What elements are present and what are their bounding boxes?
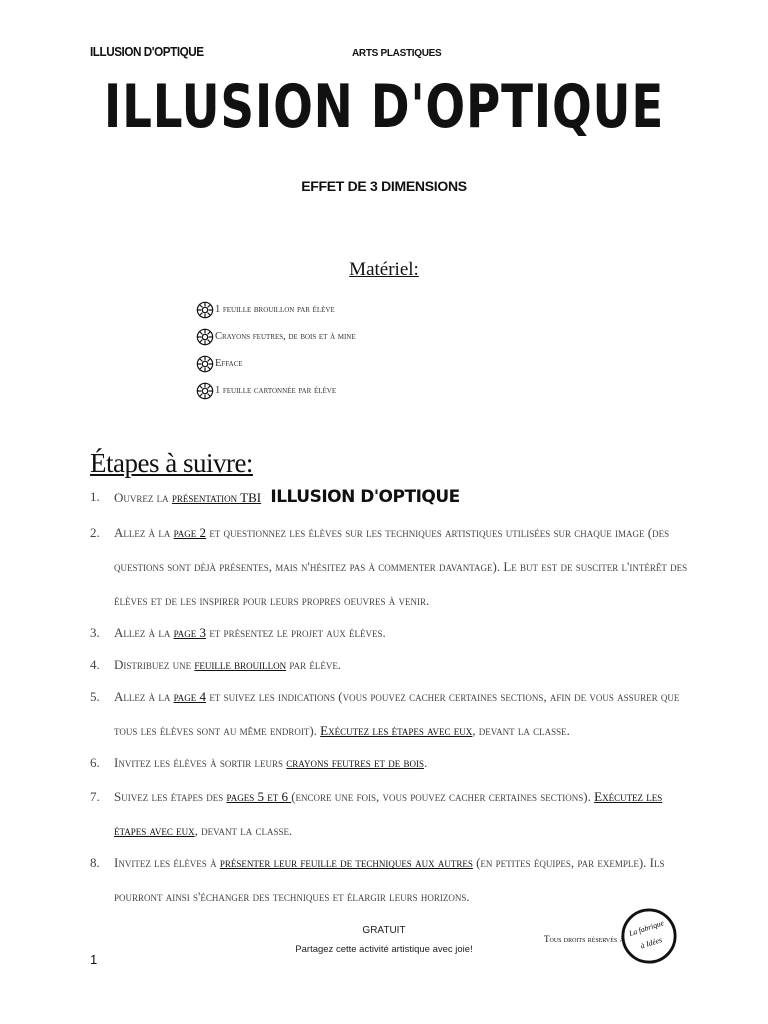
step-number: 3. bbox=[90, 625, 100, 640]
svg-text:La fabrique: La fabrique bbox=[627, 918, 666, 938]
footer-free-label: GRATUIT bbox=[362, 925, 406, 936]
materials-item-label: Efface bbox=[215, 358, 243, 369]
step-number: 2. bbox=[90, 525, 100, 540]
step-text: Invitez les élèves à sortir leurs crayons feutres et de bois. bbox=[114, 755, 428, 770]
step-number: 4. bbox=[90, 657, 100, 672]
page-link[interactable]: page 2 bbox=[173, 525, 207, 540]
page-subtitle: EFFET DE 3 DIMENSIONS bbox=[301, 178, 467, 194]
step-number: 1. bbox=[90, 489, 100, 504]
page-link[interactable]: pages 5 et 6 bbox=[226, 789, 292, 804]
page-title: ILLUSION D'OPTIQUE bbox=[103, 72, 665, 142]
step-text: Distribuez une feuille brouillon par élève. bbox=[114, 657, 342, 672]
materials-list bbox=[196, 296, 356, 404]
materials-item-label: 1 feuille brouillon par élève bbox=[215, 304, 335, 315]
step-text: Allez à la page 4 et suivez les indications (vous pouvez cacher certaines sections, afin de vous assurer que tous les élèves sont au même endroit). Exécutez les étapes avec eux, devant la classe. bbox=[114, 689, 680, 738]
materials-item bbox=[196, 323, 356, 350]
header-document-title: ILLUSION D'OPTIQUE bbox=[90, 44, 204, 59]
step-number: 7. bbox=[90, 789, 100, 804]
step-number: 8. bbox=[90, 855, 100, 870]
step-text: Suivez les étapes des pages 5 et 6 (encore une fois, vous pouvez cacher certaines sections). Exécutez les étapes avec eux, devant la classe. bbox=[114, 789, 663, 838]
step-text: Ouvrez la présentation TBI ILLUSION D'OPTIQUE bbox=[114, 487, 460, 507]
steps-heading: Étapes à suivre: bbox=[90, 448, 253, 478]
flower-icon bbox=[196, 382, 214, 400]
flower-icon bbox=[196, 355, 214, 373]
copyright-text: Tous droits réservés à bbox=[544, 934, 624, 944]
materials-item-label: 1 feuille cartonnée par élève bbox=[215, 385, 337, 396]
la-fabrique-logo bbox=[620, 907, 678, 965]
step-number: 6. bbox=[90, 755, 100, 770]
flower-icon bbox=[196, 328, 214, 346]
flower-icon bbox=[196, 301, 214, 319]
materials-item-label: Crayons feutres, de bois et à mine bbox=[215, 331, 356, 342]
page-link[interactable]: page 3 bbox=[173, 625, 207, 640]
step-number: 5. bbox=[90, 689, 100, 704]
step-text: Allez à la page 3 et présentez le projet aux élèves. bbox=[114, 625, 386, 640]
materials-item bbox=[196, 377, 356, 404]
svg-text:à Idées: à Idées bbox=[639, 935, 664, 951]
presentation-link[interactable]: présentation TBI bbox=[171, 490, 262, 505]
step-text: Invitez les élèves à présenter leur feuille de techniques aux autres (en petites équipes, par exemple). Ils pourront ainsi s'échanger des techniques et élargir leurs horizons. bbox=[114, 855, 665, 904]
materials-item bbox=[196, 296, 356, 323]
materials-item bbox=[196, 350, 356, 377]
materials-heading: Matériel: bbox=[349, 259, 419, 280]
header-category: ARTS PLASTIQUES bbox=[352, 48, 442, 59]
footer-share-text: Partagez cette activité artistique avec joie! bbox=[295, 944, 473, 955]
step-text: Allez à la page 2 et questionnez les élèves sur les techniques artistiques utilisées sur chaque image (des questions sont déjà présentes, mais n'hésitez pas à commenter davantage). Le but est de susciter l'intérêt des élèves et de les inspirer pour leurs propres oeuvres à venir. bbox=[114, 525, 688, 608]
page-number: 1 bbox=[90, 952, 98, 967]
page-link[interactable]: page 4 bbox=[173, 689, 207, 704]
